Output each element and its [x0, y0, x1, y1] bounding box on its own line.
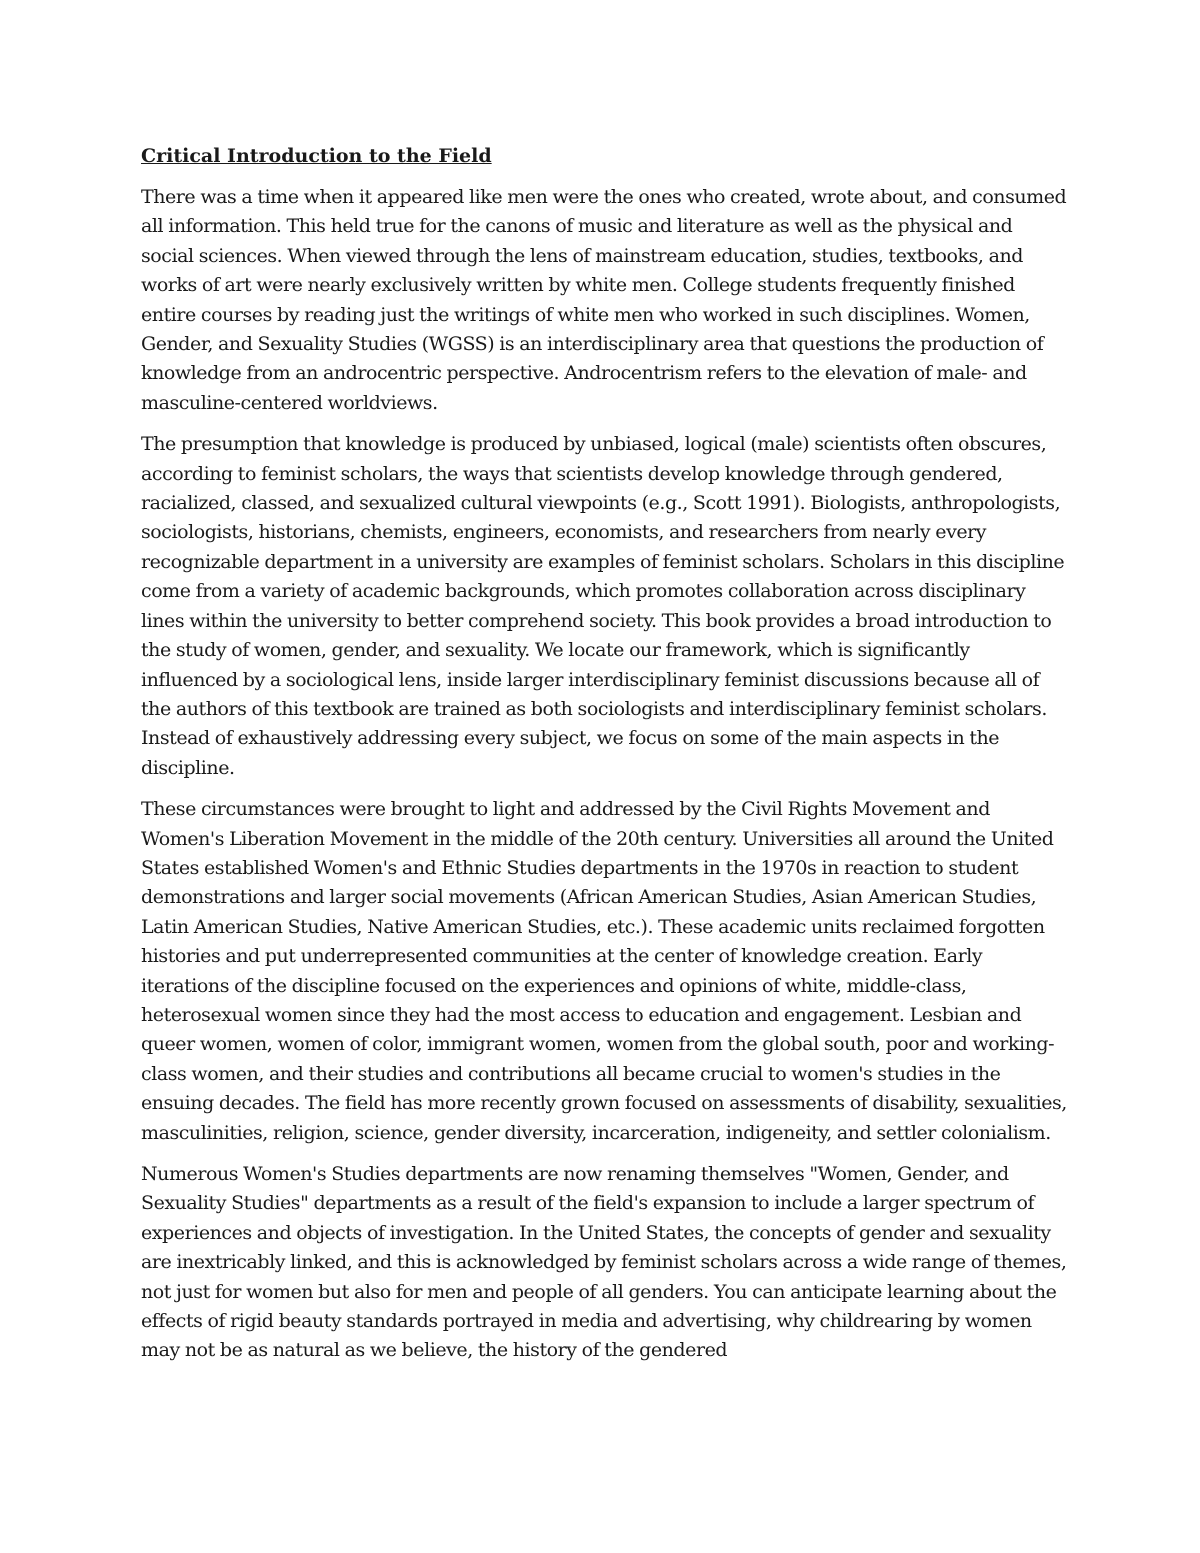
document-title: Critical Introduction to the Field: [141, 145, 492, 167]
paragraph-4: Numerous Women's Studies departments are now renaming themselves "Women, Gender, and Sexuality Studies" departments as a result of the field's expansion to include a larger spectrum of experiences and objects of investigation. In the United States, the concepts of gender and sexuality are inextricably linked, and this is acknowledged by feminist scholars across a wide range of themes, not just for women but also for men and people of all genders. You can anticipate learning about the effects of rigid beauty standards portrayed in media and advertising, why childrearing by women may not be as natural as we believe, the history of the gendered: [141, 1163, 1067, 1362]
paragraph-1: There was a time when it appeared like men were the ones who created, wrote about, and consumed all information. This held true for the canons of music and literature as well as the physical and social sciences. When viewed through the lens of mainstream education, studies, textbooks, and works of art were nearly exclusively written by white men. College students frequently finished entire courses by reading just the writings of white men who worked in such disciplines. Women, Gender, and Sexuality Studies (WGSS) is an interdisciplinary area that questions the production of knowledge from an androcentric perspective. Androcentrism refers to the elevation of male- and masculine-centered worldviews.: [141, 186, 1067, 414]
paragraph-2: The presumption that knowledge is produced by unbiased, logical (male) scientists often obscures, according to feminist scholars, the ways that scientists develop knowledge through gendered, racialized, classed, and sexualized cultural viewpoints (e.g., Scott 1991). Biologists, anthropologists, sociologists, historians, chemists, engineers, economists, and researchers from nearly every recognizable department in a university are examples of feminist scholars. Scholars in this discipline come from a variety of academic backgrounds, which promotes collaboration across disciplinary lines within the university to better comprehend society. This book provides a broad introduction to the study of women, gender, and sexuality. We locate our framework, which is significantly influenced by a sociological lens, inside larger interdisciplinary feminist discussions because all of the authors of this textbook are trained as both sociologists and interdisciplinary feminist scholars. Instead of exhaustively addressing every subject, we focus on some of the main aspects in the discipline.: [141, 433, 1065, 779]
paragraph-3: These circumstances were brought to light and addressed by the Civil Rights Movement and Women's Liberation Movement in the middle of the 20th century. Universities all around the United States established Women's and Ethnic Studies departments in the 1970s in reaction to student demonstrations and larger social movements (African American Studies, Asian American Studies, Latin American Studies, Native American Studies, etc.). These academic units reclaimed forgotten histories and put underrepresented communities at the center of knowledge creation. Early iterations of the discipline focused on the experiences and opinions of white, middle-class, heterosexual women since they had the most access to education and engagement. Lesbian and queer women, women of color, immigrant women, women from the global south, poor and working-class women, and their studies and contributions all became crucial to women's studies in the ensuing decades. The field has more recently grown focused on assessments of disability, sexualities, masculinities, religion, science, gender diversity, incarceration, indigeneity, and settler colonialism.: [141, 798, 1067, 1144]
